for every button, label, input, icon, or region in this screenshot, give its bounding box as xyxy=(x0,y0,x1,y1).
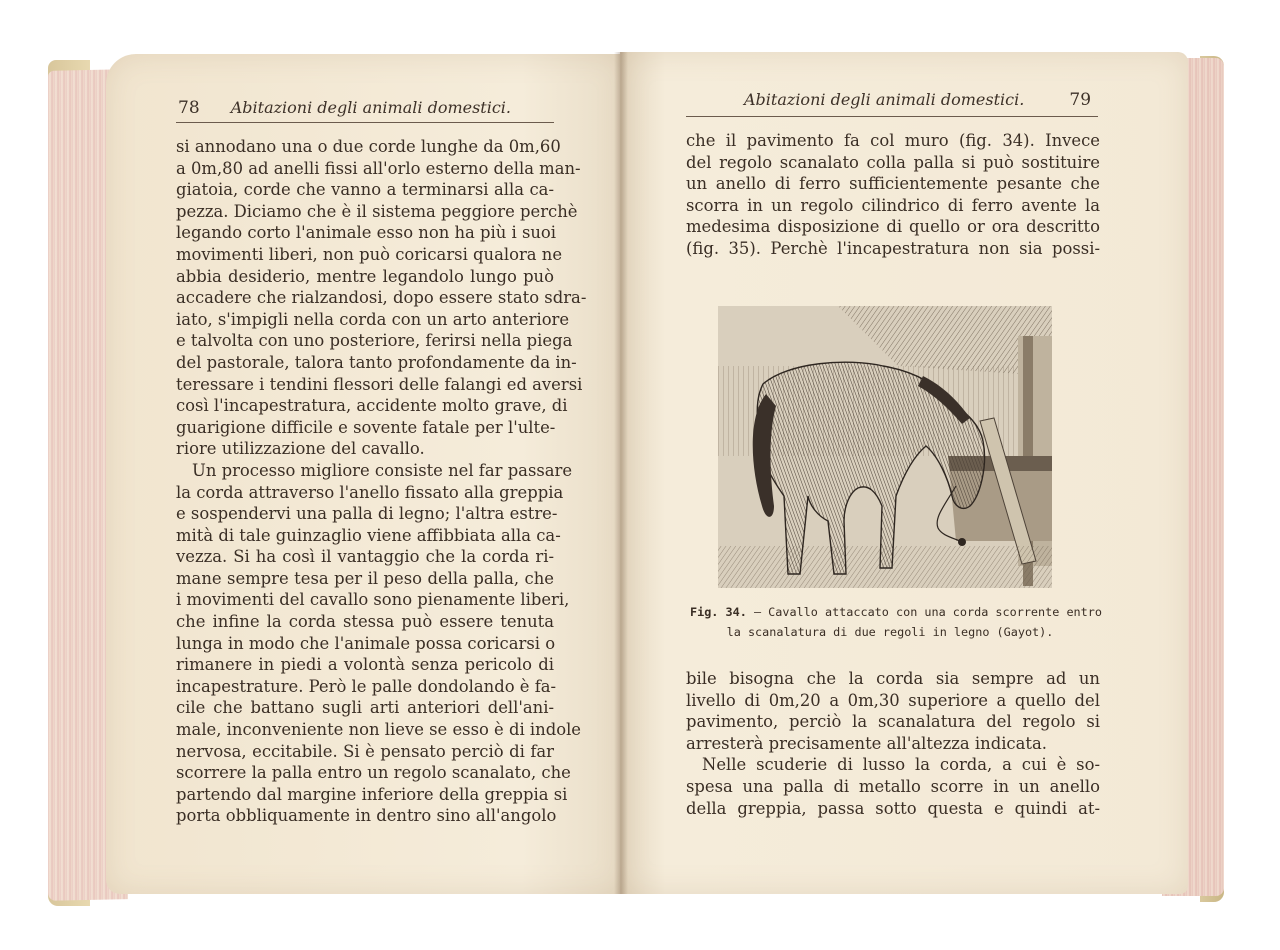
text-line: nervosa, eccitabile. Si è pensato perciò di far xyxy=(176,741,554,761)
text-line: scorra in un regolo cilindrico di ferro avente la xyxy=(686,195,1100,215)
text-line: legando corto l'animale esso non ha più i suoi xyxy=(176,223,557,243)
horse-engraving-figure xyxy=(718,306,1052,588)
caption-line-2: la scanalatura di due regoli in legno (Gayot). xyxy=(726,625,1054,639)
right-header-title: Abitazioni degli animali domestici. xyxy=(744,90,1025,109)
text-line: e talvolta con uno posteriore, ferirsi nella piega xyxy=(176,331,573,351)
text-line: del regolo scanalato colla palla si può sostituire xyxy=(686,152,1100,172)
text-line: guarigione difficile e sovente fatale per l'ulte- xyxy=(176,417,556,437)
text-line: pezza. Diciamo che è il sistema peggiore perchè xyxy=(176,201,578,221)
right-page-text-top xyxy=(686,130,1100,260)
text-line: abbia desiderio, mentre legandolo lungo può xyxy=(176,266,554,286)
right-header-rule xyxy=(686,116,1098,117)
horse-engraving-image xyxy=(718,306,1052,588)
caption-line-1 xyxy=(690,602,1102,622)
text-line: mane sempre tesa per il peso della palla, che xyxy=(176,568,554,588)
text-line: che il pavimento fa col muro (fig. 34). Invece xyxy=(686,131,1100,150)
text-line: riore utilizzazione del cavallo. xyxy=(176,439,425,459)
text-line: bile bisogna che la corda sia sempre ad un xyxy=(686,669,1100,688)
text-line: Un processo migliore consiste nel far passare xyxy=(192,460,573,480)
text-line: i movimenti del cavallo sono pienamente liberi, xyxy=(176,590,570,610)
text-line: così l'incapestratura, accidente molto grave, di xyxy=(176,396,568,416)
caption-text-1: — Cavallo attaccato con una corda scorrente entro xyxy=(753,605,1102,619)
text-line: arresterà precisamente all'altezza indicata. xyxy=(686,733,1047,753)
text-line: partendo dal margine inferiore della greppia si xyxy=(176,784,568,804)
text-line: un anello di ferro sufficientemente pesante che xyxy=(686,174,1100,194)
text-line: livello di 0m,20 a 0m,30 superiore a quello del xyxy=(686,690,1100,710)
text-line: Nelle scuderie di lusso la corda, a cui è so- xyxy=(702,755,1100,775)
right-page-number: 79 xyxy=(1069,90,1092,110)
left-header-title: Abitazioni degli animali domestici. xyxy=(230,98,512,117)
text-line: (fig. 35). Perchè l'incapestratura non sia possi- xyxy=(686,238,1100,258)
text-line: iato, s'impigli nella corda con un arto anteriore xyxy=(176,309,570,329)
left-page-number: 78 xyxy=(178,98,200,118)
text-line: cile che battano sugli arti anteriori dell'ani- xyxy=(176,698,554,718)
text-line: della greppia, passa sotto questa e quindi at- xyxy=(686,798,1100,818)
right-page-text-bottom xyxy=(686,668,1100,819)
text-line: scorrere la palla entro un regolo scanalato, che xyxy=(176,763,571,783)
text-line: teressare i tendini flessori delle falangi ed aversi xyxy=(176,374,583,394)
figure-label: Fig. 34. xyxy=(690,605,747,619)
text-line: giatoia, corde che vanno a terminarsi alla ca- xyxy=(176,180,554,200)
text-line: medesima disposizione di quello or ora descritto xyxy=(686,217,1100,237)
text-line: pavimento, perciò la scanalatura del regolo si xyxy=(686,712,1100,732)
figure-caption xyxy=(690,602,1102,642)
right-running-head xyxy=(744,90,1091,110)
text-line: vezza. Si ha così il vantaggio che la corda ri- xyxy=(176,547,554,567)
text-line: spesa una palla di metallo scorre in un anello xyxy=(686,776,1100,796)
text-line: male, inconveniente non lieve se esso è di indole xyxy=(176,720,582,740)
text-line: che infine la corda stessa può essere tenuta xyxy=(176,612,554,632)
left-header-rule xyxy=(176,122,554,123)
left-page-text xyxy=(176,136,587,827)
text-line: incapestrature. Però le palle dondolando è fa- xyxy=(176,676,557,696)
text-line: si annodano una o due corde lunghe da 0m,60 xyxy=(176,137,561,156)
text-line: del pastorale, talora tanto profondamente da in- xyxy=(176,352,577,372)
text-line: mità di tale guinzaglio viene affibbiata alla ca- xyxy=(176,525,561,545)
book-gutter xyxy=(614,52,628,894)
text-line: rimanere in piedi a volontà senza pericolo di xyxy=(176,655,554,675)
text-line: e sospendervi una palla di legno; l'altra estre- xyxy=(176,504,558,524)
text-line: la corda attraverso l'anello fissato alla greppia xyxy=(176,482,564,502)
text-line: a 0m,80 ad anelli fissi all'orlo esterno della man- xyxy=(176,158,581,178)
text-line: lunga in modo che l'animale possa coricarsi o xyxy=(176,633,556,653)
text-line: accadere che rialzandosi, dopo essere stato sdra- xyxy=(176,288,587,308)
text-line: movimenti liberi, non può coricarsi qualora ne xyxy=(176,244,563,264)
text-line: porta obbliquamente in dentro sino all'angolo xyxy=(176,806,557,826)
left-running-head xyxy=(178,98,511,118)
